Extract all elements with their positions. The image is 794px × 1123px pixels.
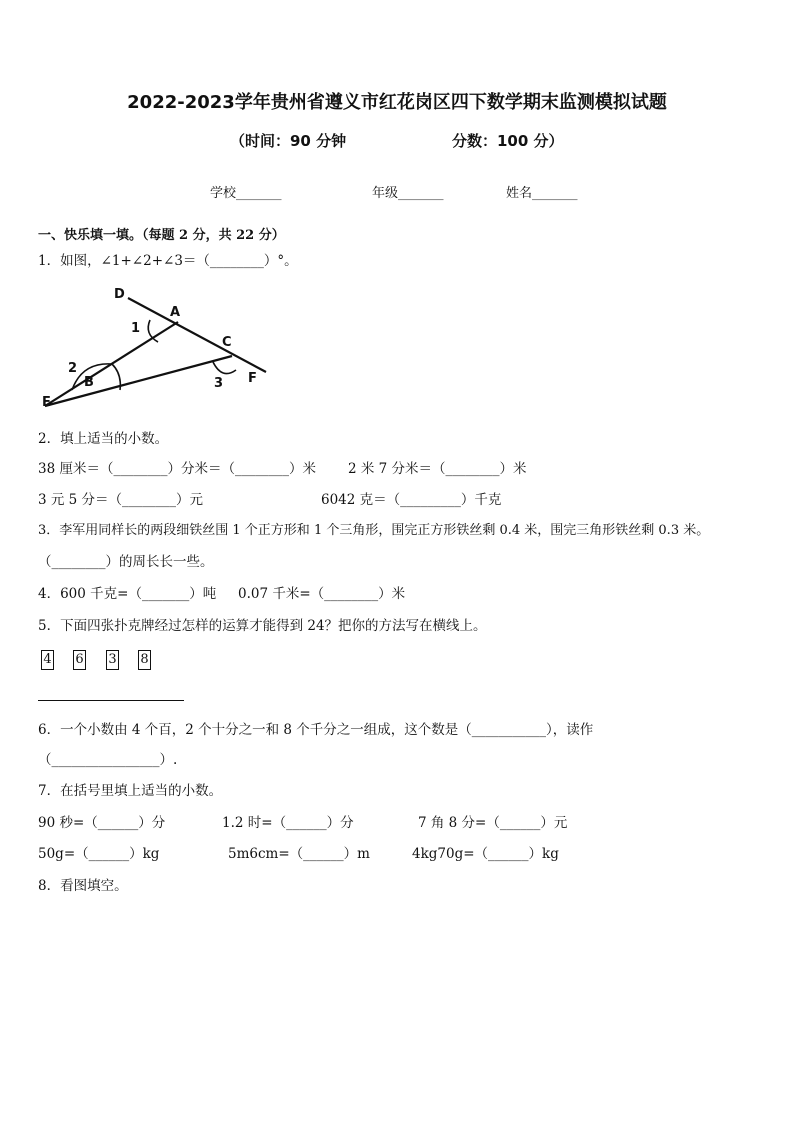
label-3: 3 [214, 376, 224, 391]
question-7e: 5m6cm=（______）m [228, 846, 370, 862]
section-heading: 一、快乐填一填。（每题 2 分，共 22 分） [38, 228, 285, 243]
page-title: 2022-2023学年贵州省遵义市红花岗区四下数学期末监测模拟试题 [127, 92, 667, 113]
label-2: 2 [68, 361, 78, 376]
question-4a: 4．600 千克=（_______）吨 [38, 586, 217, 602]
angle-2-arc [72, 364, 120, 390]
angle-figure [38, 284, 274, 414]
poker-card: 8 [138, 650, 151, 670]
question-6: 6．一个小数由 4 个百，2 个十分之一和 8 个千分之一组成，这个数是（___________），读作 [38, 722, 594, 738]
label-b: B [84, 375, 94, 390]
grade-field: 年级_______ [372, 186, 444, 201]
question-7a: 90 秒=（______）分 [38, 815, 166, 831]
label-f: F [248, 371, 257, 386]
angle-3-arc [213, 362, 236, 374]
question-7d: 50g=（______）kg [38, 846, 160, 862]
poker-card: 3 [106, 650, 119, 670]
question-1: 1．如图，∠1+∠2+∠3＝（________）°。 [38, 253, 298, 269]
question-3: 3．李军用同样长的两段细铁丝围 1 个正方形和 1 个三角形，围完正方形铁丝剩 0.4 米，围完三角形铁丝剩 0.3 米。 [38, 523, 710, 538]
answer-line [38, 700, 184, 701]
question-7c: 7 角 8 分=（______）元 [418, 815, 568, 831]
question-5: 5．下面四张扑克牌经过怎样的运算才能得到 24？把你的方法写在横线上。 [38, 618, 487, 634]
label-a: A [170, 305, 181, 320]
question-2: 2．填上适当的小数。 [38, 431, 169, 447]
exam-score: 分数：100 分） [452, 132, 564, 150]
question-2c: 3 元 5 分＝（________）元 [38, 492, 204, 508]
question-7b: 1.2 时=（______）分 [222, 815, 354, 831]
label-c: C [222, 335, 232, 350]
school-field: 学校_______ [210, 186, 282, 201]
name-field: 姓名_______ [506, 186, 578, 201]
question-6-line2: （________________）. [38, 752, 178, 768]
question-2b: 2 米 7 分米＝（________）米 [348, 461, 527, 477]
label-d: D [114, 287, 125, 302]
question-2d: 6042 克＝（_________）千克 [321, 492, 502, 508]
poker-card: 4 [41, 650, 54, 670]
question-7f: 4kg70g=（______）kg [412, 846, 559, 862]
poker-card: 6 [73, 650, 86, 670]
question-4b: 0.07 千米=（________）米 [238, 586, 406, 602]
exam-time: （时间：90 分钟 [230, 132, 347, 150]
question-3-line2: （________）的周长长一些。 [38, 554, 214, 570]
question-7: 7．在括号里填上适当的小数。 [38, 783, 223, 799]
line-df [128, 298, 266, 372]
question-8: 8．看图填空。 [38, 878, 128, 894]
label-e: E [42, 395, 51, 410]
question-2a: 38 厘米＝（________）分米＝（________）米 [38, 461, 316, 477]
label-1: 1 [131, 321, 141, 336]
